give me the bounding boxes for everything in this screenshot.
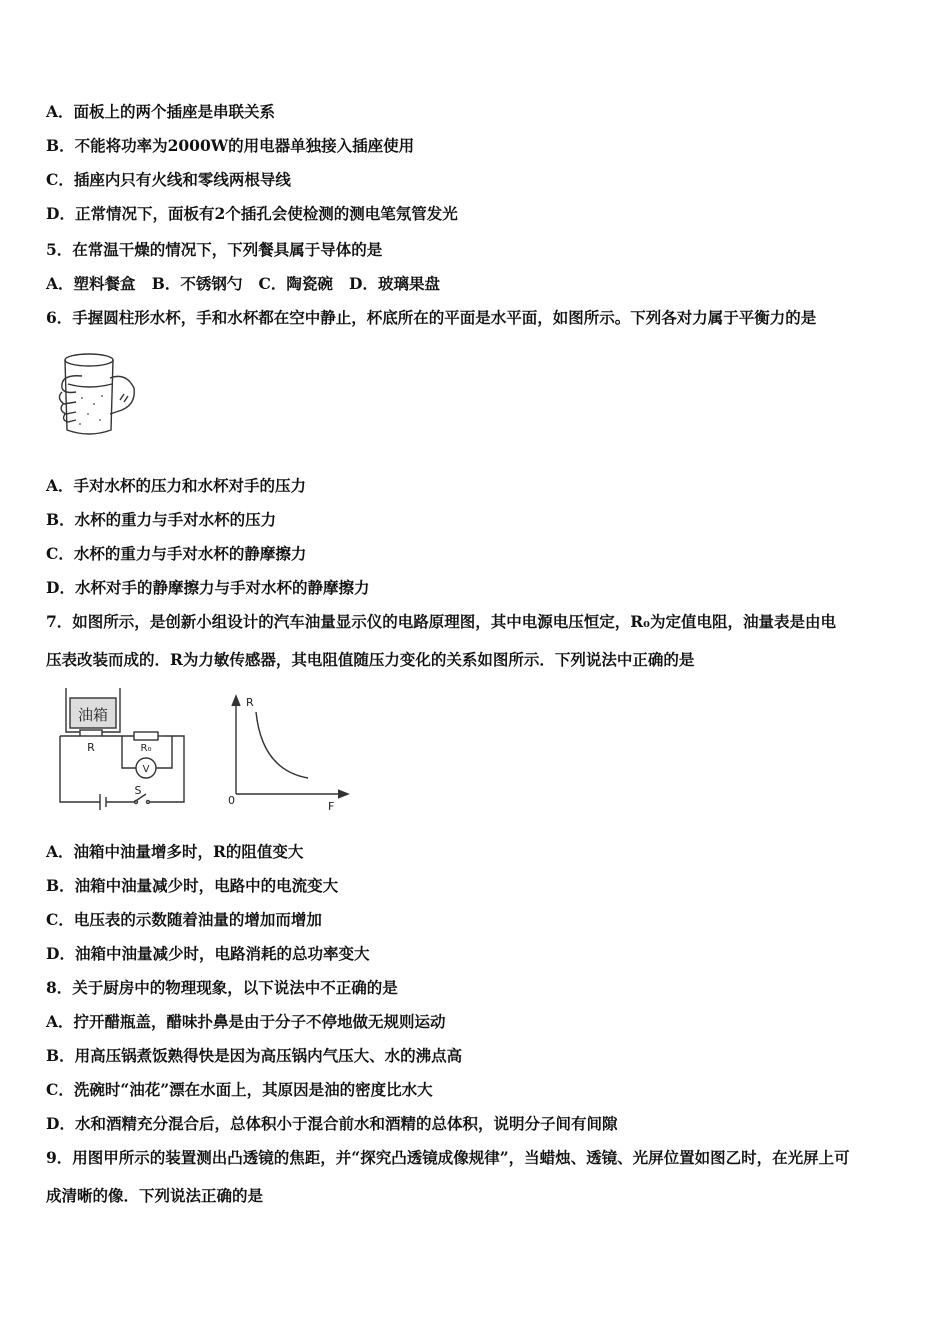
q8-option-a: A．拧开醋瓶盖，醋味扑鼻是由于分子不停地做无规则运动	[46, 1012, 446, 1031]
q6-option-b: B．水杯的重力与手对水杯的压力	[46, 510, 277, 529]
q7-stem-line1: 7．如图所示，是创新小组设计的汽车油量显示仪的电路原理图，其中电源电压恒定，R₀为定值电阻，油量表是由电	[46, 612, 836, 631]
r-label: R	[87, 741, 95, 754]
graph-y-label: R	[246, 696, 254, 709]
q9-stem-line1: 9．用图甲所示的装置测出凸透镜的焦距，并“探究凸透镜成像规律”，当蜡烛、透镜、光屏位置如图乙时，在光屏上可	[46, 1148, 850, 1167]
q8-option-d: D．水和酒精充分混合后，总体积小于混合前水和酒精的总体积，说明分子间有间隙	[46, 1114, 618, 1133]
q5-options: A．塑料餐盒 B．不锈钢勺 C．陶瓷碗 D．玻璃果盘	[46, 274, 440, 293]
voltmeter-label: V	[142, 764, 150, 775]
q6-option-c: C．水杯的重力与手对水杯的静摩擦力	[46, 544, 307, 563]
cup-in-hand-figure	[52, 348, 142, 440]
q8-stem: 8．关于厨房中的物理现象，以下说法中不正确的是	[46, 978, 398, 997]
q4-option-a: A．面板上的两个插座是串联关系	[46, 102, 276, 121]
q9-stem-line2: 成清晰的像．下列说法正确的是	[46, 1186, 264, 1205]
oil-tank-circuit-diagram	[52, 684, 197, 810]
q6-stem: 6．手握圆柱形水杯，手和水杯都在空中静止，杯底所在的平面是水平面，如图所示。下列各对力属于平衡力的是	[46, 308, 817, 327]
tank-label: 油箱	[77, 706, 109, 724]
q8-option-c: C．洗碗时“油花”漂在水面上，其原因是油的密度比水大	[46, 1080, 433, 1099]
graph-origin-label: 0	[228, 794, 235, 807]
graph-x-label: F	[328, 800, 335, 813]
q6-option-d: D．水杯对手的静摩擦力与手对水杯的静摩擦力	[46, 578, 370, 597]
q7-option-d: D．油箱中油量减少时，电路消耗的总功率变大	[46, 944, 370, 963]
switch-label: S	[134, 784, 142, 797]
q5-stem: 5．在常温干燥的情况下，下列餐具属于导体的是	[46, 240, 383, 259]
q7-stem-line2: 压表改装而成的．R为力敏传感器，其电阻值随压力变化的关系如图所示．下列说法中正确的是	[46, 650, 695, 669]
q4-option-d: D．正常情况下，面板有2个插孔会使检测的测电笔氖管发光	[46, 204, 458, 223]
q4-option-b: B．不能将功率为2000W的用电器单独接入插座使用	[46, 136, 415, 155]
q4-option-c: C．插座内只有火线和零线两根导线	[46, 170, 291, 189]
q7-option-b: B．油箱中油量减少时，电路中的电流变大	[46, 876, 339, 895]
q7-option-c: C．电压表的示数随着油量的增加而增加	[46, 910, 322, 929]
r0-label: R₀	[140, 743, 152, 754]
q6-option-a: A．手对水杯的压力和水杯对手的压力	[46, 476, 307, 495]
q7-option-a: A．油箱中油量增多时，R的阻值变大	[46, 842, 304, 861]
q8-option-b: B．用高压锅煮饭熟得快是因为高压锅内气压大、水的沸点高	[46, 1046, 463, 1065]
resistance-force-graph	[222, 690, 352, 814]
